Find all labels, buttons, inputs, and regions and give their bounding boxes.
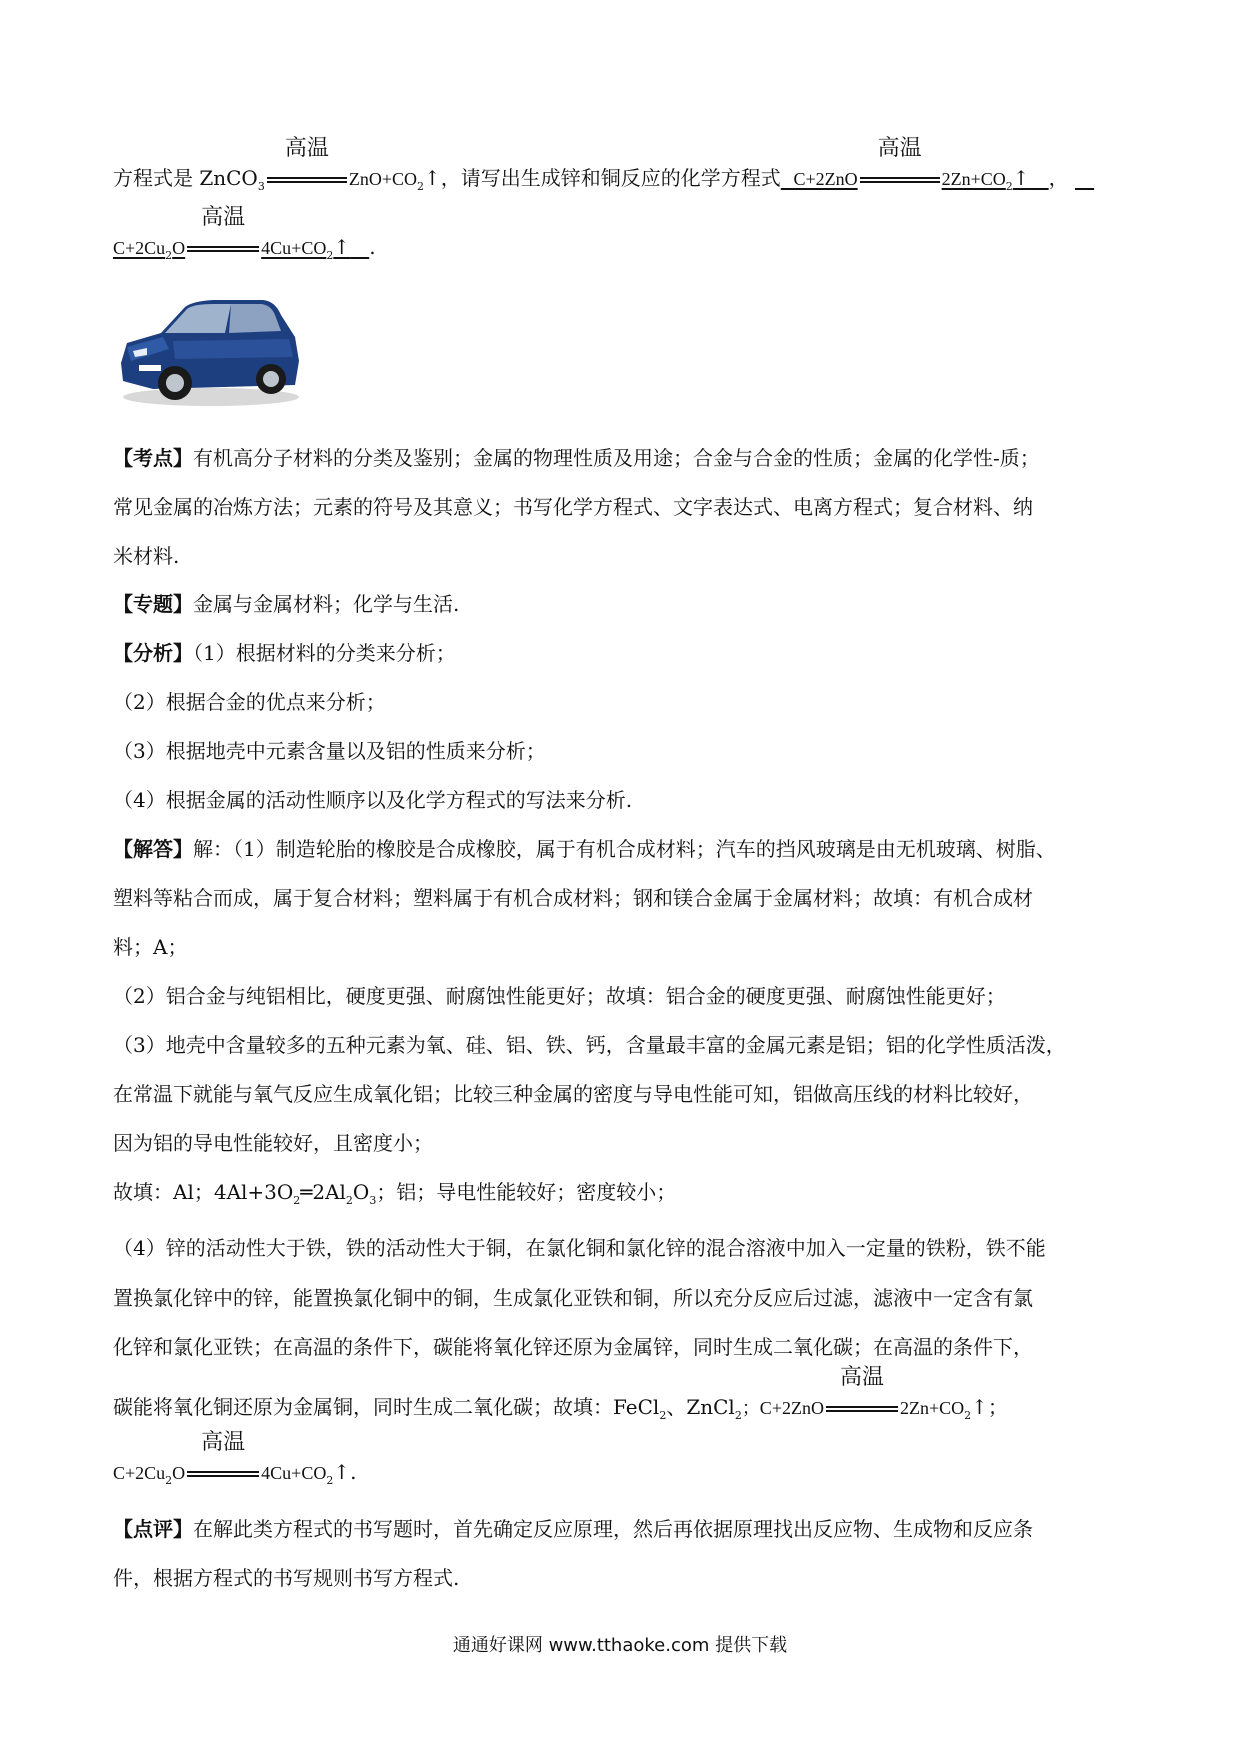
text: O	[172, 238, 186, 258]
reaction-condition	[826, 1365, 898, 1417]
condition-label: 高温	[839, 1365, 884, 1390]
text: 有机高分子材料的分类及鉴别；金属的物理性质及用途；合金与合金的性质；金属的化学性-质；	[193, 446, 1040, 470]
subscript: 2	[165, 1474, 173, 1487]
fenxi-line-2	[113, 692, 386, 712]
text: ↑；	[971, 1395, 1008, 1419]
jieda-line-12	[113, 1365, 1008, 1422]
text: C+2ZnO	[793, 169, 858, 189]
text: （4）根据金属的活动性顺序以及化学方程式的写法来分析.	[113, 788, 633, 812]
text: 置换氯化锌中的锌，能置换氯化铜中的铜，生成氯化亚铁和铜，所以充分反应后过滤，滤液中一定含有氯	[113, 1286, 1033, 1310]
text: （3）根据地壳中元素含量以及铝的性质来分析；	[113, 739, 546, 763]
answer-blank-start	[1075, 166, 1094, 190]
subscript: 3	[369, 1194, 377, 1207]
section-label: 【分析】	[113, 641, 193, 665]
condition-label: 高温	[877, 136, 922, 161]
text: 方程式是 ZnCO	[113, 166, 258, 190]
reaction-condition	[187, 205, 259, 257]
text: 化锌和氯化亚铁；在高温的条件下，碳能将氧化锌还原为金属锌，同时生成二氧化碳；在高温的条件下，	[113, 1335, 1033, 1359]
condition-label: 高温	[201, 205, 246, 230]
dianping-line-1	[113, 1519, 1033, 1539]
text: 常见金属的冶炼方法；元素的符号及其意义；书写化学方程式、文字表达式、电离方程式；复合材料、纳	[113, 495, 1033, 519]
jieda-line-8	[113, 1182, 676, 1206]
text: ；C+2ZnO	[741, 1398, 824, 1418]
subscript: 2	[417, 180, 424, 193]
text: ═2Al	[300, 1180, 346, 1204]
jieda-line-5	[113, 1035, 1066, 1055]
subscript: 2	[326, 1474, 334, 1487]
text: C+2Cu	[113, 1463, 166, 1483]
text: O	[172, 1463, 186, 1483]
section-label: 【专题】	[113, 592, 193, 616]
text: （2）铝合金与纯铝相比，硬度更强、耐腐蚀性能更好；故填：铝合金的硬度更强、耐腐蚀性能更好；	[113, 984, 1006, 1008]
equals-bar	[187, 246, 259, 252]
answer-blank-1	[781, 136, 1049, 193]
text: 、ZnCl	[666, 1395, 735, 1419]
jieda-line-6	[113, 1084, 1033, 1104]
kaodian-line-1	[113, 448, 1040, 468]
jieda-line-11	[113, 1337, 1033, 1357]
jieda-line-10	[113, 1288, 1033, 1308]
text: 碳能将氧化铜还原为金属铜，同时生成二氧化碳；故填：FeCl	[113, 1395, 660, 1419]
text: ↑，请写出生成锌和铜反应的化学方程式	[424, 166, 781, 190]
kaodian-line-3	[113, 546, 179, 566]
equation-line-2	[113, 205, 376, 262]
equals-bar	[267, 177, 347, 183]
reaction-condition	[860, 136, 940, 188]
equals-bar	[826, 1406, 898, 1412]
subscript: 2	[659, 1409, 667, 1422]
equation-line-1	[113, 136, 1094, 193]
text: ；铝；导电性能较好；密度较小；	[376, 1180, 677, 1204]
text: 4Cu+CO	[261, 1463, 327, 1483]
text: （4）锌的活动性大于铁，铁的活动性大于铜，在氯化铜和氯化锌的混合溶液中加入一定量的铁粉，铁不能	[113, 1236, 1046, 1260]
text: （1）根据材料的分类来分析；	[193, 641, 456, 665]
car-image	[113, 285, 303, 410]
text: .	[369, 235, 376, 259]
text: ↑	[333, 235, 351, 259]
reaction-condition	[267, 136, 347, 188]
jieda-line-3	[113, 937, 187, 957]
reaction-condition	[187, 1430, 259, 1482]
subscript: 2	[1005, 180, 1013, 193]
fenxi-line-1	[113, 643, 456, 663]
jieda-line-13	[113, 1430, 357, 1487]
text: C+2Cu	[113, 238, 166, 258]
text: ↑.	[333, 1460, 357, 1484]
text: （2）根据合金的优点来分析；	[113, 690, 386, 714]
subscript: 2	[734, 1409, 742, 1422]
equals-bar	[860, 177, 940, 183]
text: 米材料.	[113, 544, 180, 568]
jieda-line-7	[113, 1133, 433, 1153]
fenxi-line-3	[113, 741, 546, 761]
text: 解：（1）制造轮胎的橡胶是合成橡胶，属于有机合成材料；汽车的挡风玻璃是由无机玻璃、树脂、	[193, 837, 1056, 861]
text: 因为铝的导电性能较好，且密度小；	[113, 1131, 433, 1155]
section-label: 【解答】	[113, 837, 193, 861]
text: 4Cu+CO	[261, 238, 327, 258]
subscript: 2	[345, 1194, 353, 1207]
text: ，	[1048, 166, 1069, 190]
text: 件，根据方程式的书写规则书写方程式.	[113, 1566, 460, 1590]
zhuanti-line	[113, 594, 459, 614]
text: O	[352, 1180, 370, 1204]
jieda-line-1	[113, 839, 1056, 859]
equals-bar	[187, 1471, 259, 1477]
text: 在常温下就能与氧气反应生成氧化铝；比较三种金属的密度与导电性能可知，铝做高压线的材料比较好，	[113, 1082, 1033, 1106]
dianping-line-2	[113, 1568, 459, 1588]
text: 料；A；	[113, 935, 188, 959]
condition-label: 高温	[284, 136, 329, 161]
subscript: 2	[326, 249, 334, 262]
section-label: 【点评】	[113, 1517, 193, 1541]
subscript: 2	[964, 1409, 972, 1422]
text: 故填：Al；4Al+3O	[113, 1180, 294, 1204]
text: 在解此类方程式的书写题时，首先确定反应原理，然后再依据原理找出反应物、生成物和反应条	[193, 1517, 1033, 1541]
text: 2Zn+CO	[941, 169, 1006, 189]
text: （3）地壳中含量较多的五种元素为氧、硅、铝、铁、钙，含量最丰富的金属元素是铝；铝的化学性质活泼，	[113, 1033, 1066, 1057]
kaodian-line-2	[113, 497, 1033, 517]
jieda-line-2	[113, 888, 1033, 908]
text: ↑	[1012, 166, 1030, 190]
section-label: 【考点】	[113, 446, 193, 470]
subscript: 2	[293, 1194, 301, 1207]
text: 金属与金属材料；化学与生活.	[193, 592, 460, 616]
fenxi-line-4	[113, 790, 632, 810]
jieda-line-9	[113, 1238, 1046, 1258]
text: ZnO+CO	[348, 169, 417, 189]
text: 2Zn+CO	[899, 1398, 965, 1418]
text: 塑料等粘合而成，属于复合材料；塑料属于有机合成材料；钢和镁合金属于金属材料；故填：有机合成材	[113, 886, 1033, 910]
subscript: 2	[165, 249, 173, 262]
subscript: 3	[257, 180, 265, 193]
footer-source: 通通好课网 www.tthaoke.com 提供下载	[452, 1635, 788, 1656]
condition-label: 高温	[201, 1430, 246, 1455]
jieda-line-4	[113, 986, 1006, 1006]
answer-blank-2	[113, 205, 369, 262]
